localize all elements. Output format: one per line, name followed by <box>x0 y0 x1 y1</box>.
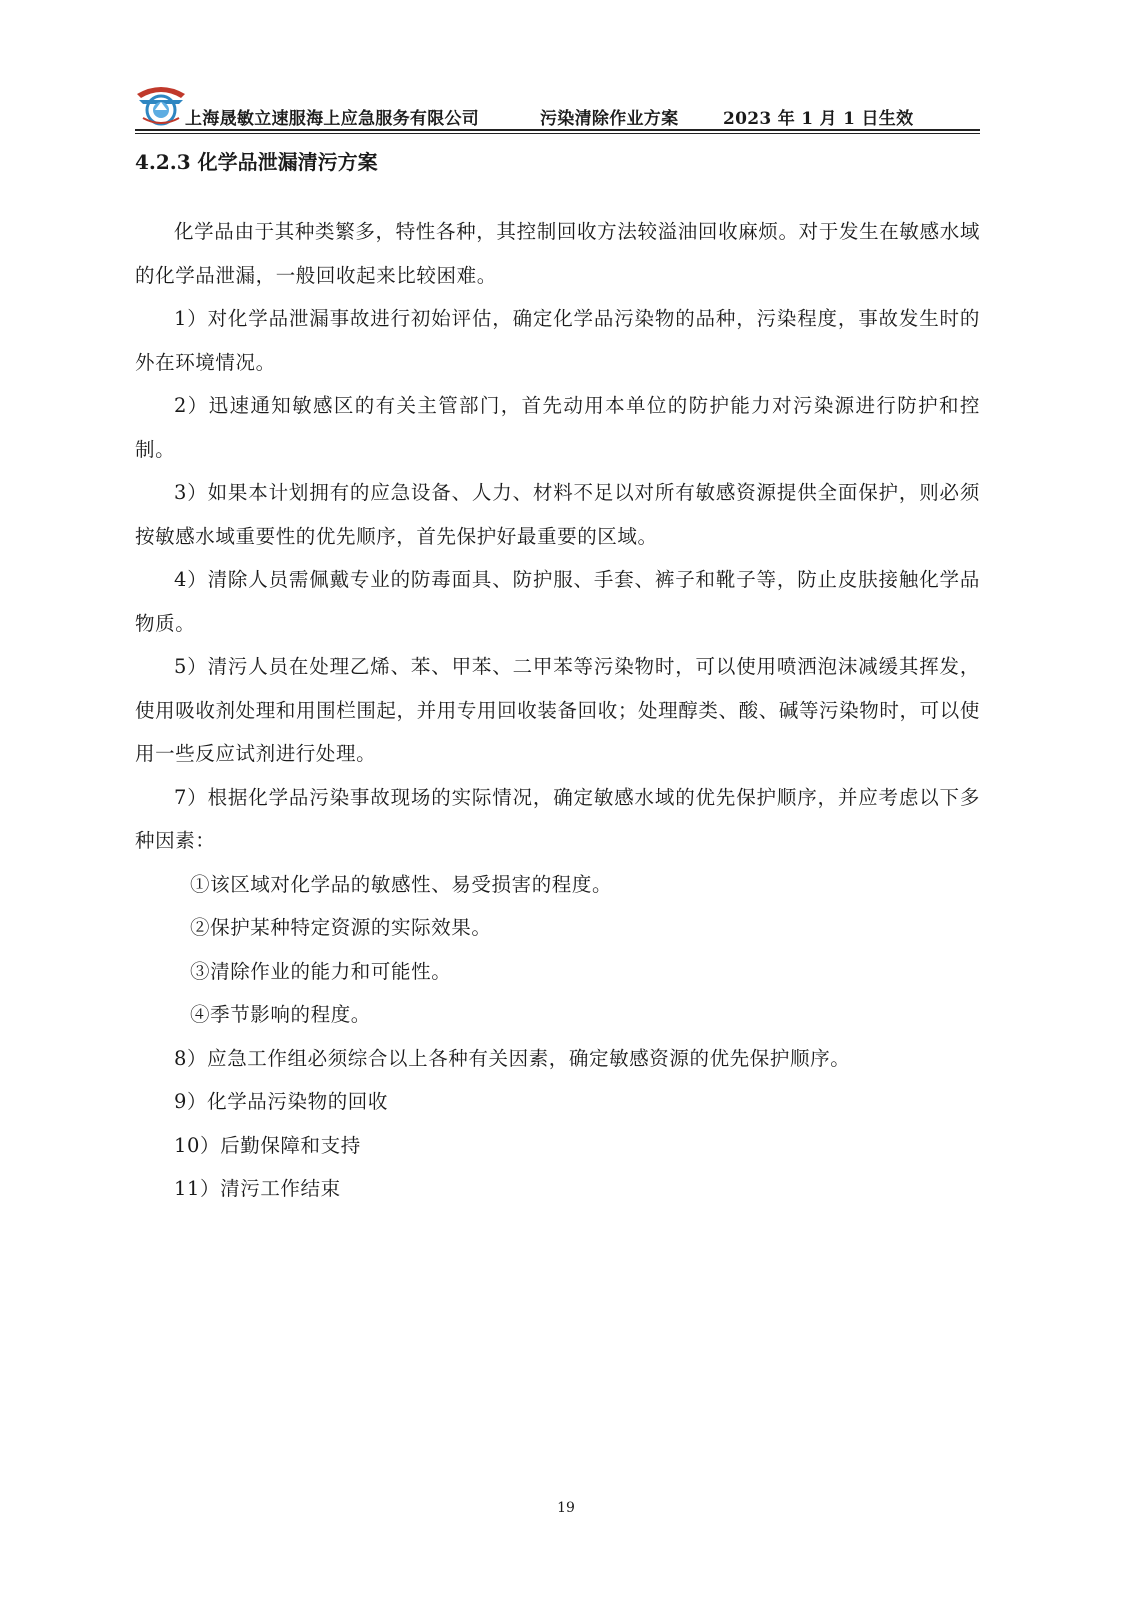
factor-item-1: ①该区域对化学品的敏感性、易受损害的程度。 <box>190 872 613 896</box>
factor-item-2: ②保护某种特定资源的实际效果。 <box>190 916 492 939</box>
paragraph-item-9: 9）化学品污染物的回收 <box>174 1090 389 1113</box>
document-body <box>135 210 980 1211</box>
header-rule-thin <box>135 133 980 134</box>
page-number: 19 <box>557 1500 575 1516</box>
paragraph-item-5: 5）清污人员在处理乙烯、苯、甲苯、二甲苯等污染物时，可以使用喷洒泡沫减缓其挥发，使用吸收剂处理和用围栏围起，并用专用回收装备回收；处理醇类、酸、碱等污染物时，可以使用一些反应试剂进行处理。 <box>135 655 980 765</box>
factor-item-3: ③清除作业的能力和可能性。 <box>190 959 452 983</box>
paragraph-item-11: 11）清污工作结束 <box>174 1177 341 1200</box>
header-company: 上海晟敏立速服海上应急服务有限公司 <box>185 109 480 129</box>
paragraph-item-10: 10）后勤保障和支持 <box>174 1133 361 1157</box>
paragraph-item-7: 7）根据化学品污染事故现场的实际情况，确定敏感水域的优先保护顺序，并应考虑以下多种因素： <box>135 785 980 852</box>
paragraph-item-4: 4）清除人员需佩戴专业的防毒面具、防护服、手套、裤子和靴子等，防止皮肤接触化学品物质。 <box>135 568 980 635</box>
page-header <box>135 78 980 134</box>
paragraph-item-8: 8）应急工作组必须综合以上各种有关因素，确定敏感资源的优先保护顺序。 <box>174 1046 851 1070</box>
company-logo-icon <box>135 80 187 128</box>
section-title: 4.2.3 化学品泄漏清污方案 <box>135 150 378 174</box>
paragraph-intro: 化学品由于其种类繁多，特性各种，其控制回收方法较溢油回收麻烦。对于发生在敏感水域的化学品泄漏，一般回收起来比较困难。 <box>135 220 980 287</box>
header-doc-title: 污染清除作业方案 <box>540 109 679 129</box>
factor-item-4: ④季节影响的程度。 <box>190 1003 371 1026</box>
paragraph-item-2: 2）迅速通知敏感区的有关主管部门，首先动用本单位的防护能力对污染源进行防护和控制。 <box>135 394 980 461</box>
paragraph-item-1: 1）对化学品泄漏事故进行初始评估，确定化学品污染物的品种，污染程度，事故发生时的外在环境情况。 <box>135 307 980 374</box>
header-text <box>185 104 913 129</box>
header-effective-date: 2023 年 1 月 1 日生效 <box>723 109 914 129</box>
paragraph-item-3: 3）如果本计划拥有的应急设备、人力、材料不足以对所有敏感资源提供全面保护，则必须按敏感水域重要性的优先顺序，首先保护好最重要的区域。 <box>135 481 980 548</box>
header-rule <box>135 129 980 131</box>
